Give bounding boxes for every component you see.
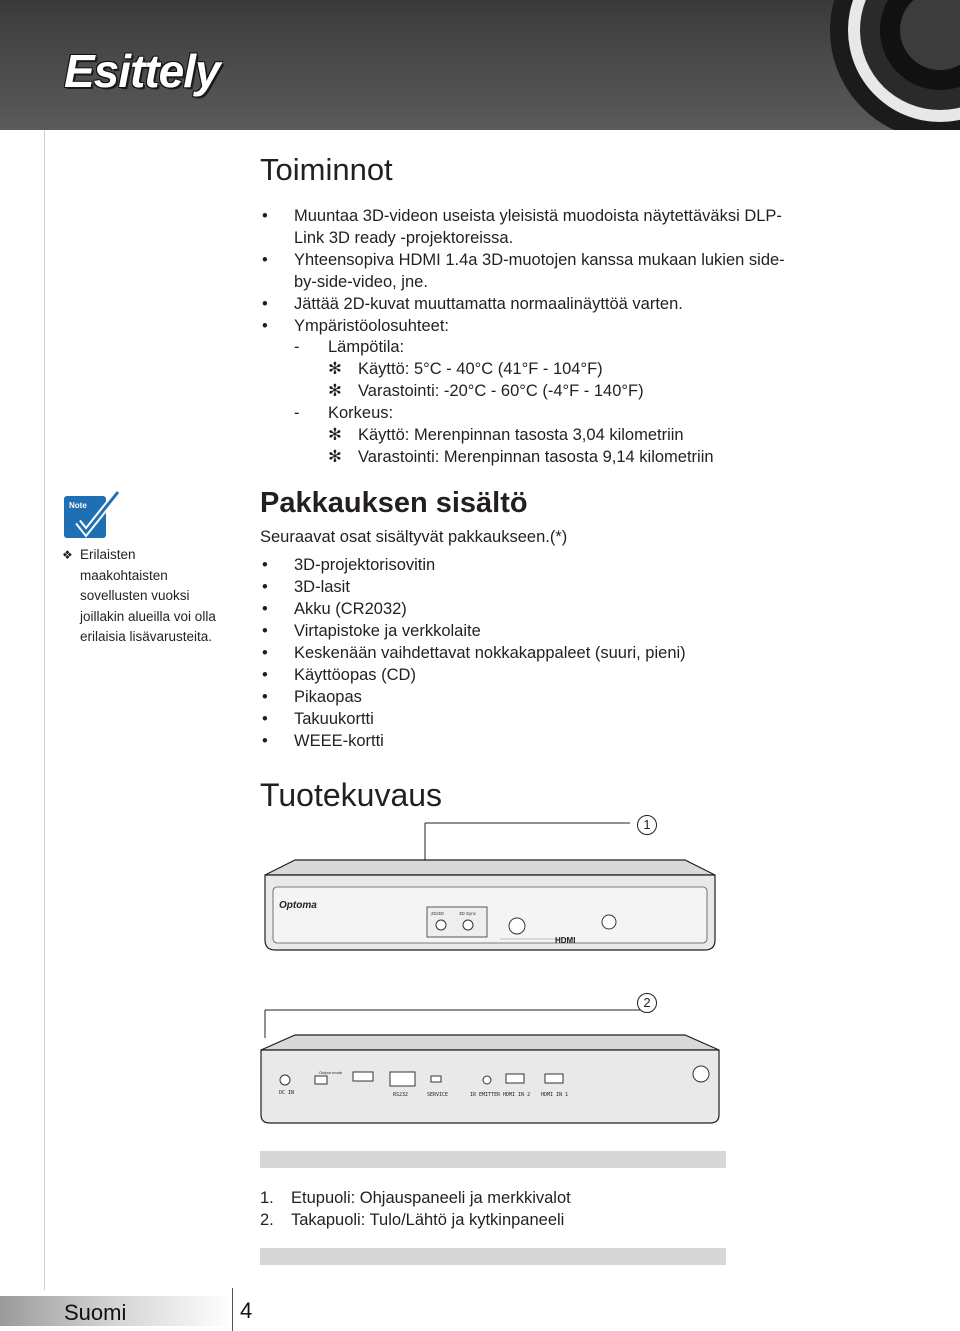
- note-line: Erilaisten: [80, 547, 136, 562]
- list-item: • Pikaopas: [260, 686, 686, 708]
- altitude-item: [294, 424, 714, 446]
- rear-label-hdmi2: HDMI IN 2: [503, 1092, 531, 1098]
- mode-button: [436, 920, 446, 930]
- package-intro: Seuraavat osat sisältyvät pakkaukseen.(*): [260, 528, 568, 546]
- product-title: Tuotekuvaus: [260, 777, 443, 813]
- caption-number: 2.: [260, 1211, 274, 1229]
- temp-row: - Lämpötila:: [294, 338, 405, 356]
- footer-language: Suomi: [64, 1300, 127, 1325]
- features-list: [260, 205, 785, 337]
- list-item: • Ympäristöolosuhteet:: [260, 315, 785, 337]
- callout-1: 1: [637, 815, 657, 835]
- rear-label-dc: DC IN: [279, 1090, 295, 1096]
- callout-2: 2: [637, 993, 657, 1013]
- temp-storage: Varastointi: -20°C - 60°C (-4°F - 140°F): [358, 382, 644, 400]
- list-item: • 3D-projektorisovitin: [260, 554, 686, 576]
- list-item: [260, 205, 785, 249]
- altitude-item: [294, 446, 714, 468]
- hdmi-in-1-port: [545, 1074, 563, 1083]
- note-badge: Note: [69, 501, 87, 510]
- package-list: [260, 554, 686, 752]
- caption-list: [260, 1187, 571, 1231]
- caption-text: Takapuoli: Tulo/Lähtö ja kytkinpaneeli: [291, 1211, 565, 1229]
- features-line-4: by-side-video, jne.: [294, 273, 428, 291]
- asterisk-icon: ✻: [328, 426, 342, 444]
- caption-divider-top: [260, 1151, 726, 1168]
- margin-rule: [44, 130, 45, 1290]
- temp-item: [294, 358, 714, 380]
- list-item: • Keskenään vaihdettavat nokkakappaleet (suuri, pieni): [260, 642, 686, 664]
- altitude-storage: Varastointi: Merenpinnan tasosta 9,14 kilometriin: [358, 448, 714, 466]
- device-rear-illustration: [255, 990, 725, 1130]
- note-line: joillakin alueilla voi olla: [80, 608, 216, 624]
- asterisk-icon: ✻: [328, 360, 342, 378]
- diamond-bullet-icon: ❖: [62, 548, 73, 562]
- ir-sensor: [509, 918, 525, 934]
- rear-label-ir: IR EMITTER: [470, 1092, 501, 1098]
- chapter-title: Esittely: [64, 45, 220, 97]
- dc-in-port: [280, 1075, 290, 1085]
- package-title: Pakkauksen sisältö: [260, 487, 528, 519]
- caption-number: 1.: [260, 1189, 274, 1207]
- footer-separator: [232, 1288, 233, 1331]
- altitude-label: Korkeus:: [328, 404, 394, 422]
- note-line: sovellusten vuoksi: [80, 588, 190, 603]
- list-item: • Akku (CR2032): [260, 598, 686, 620]
- altitude-operating: Käyttö: Merenpinnan tasosta 3,04 kilometriin: [358, 426, 684, 444]
- caption-divider-bottom: [260, 1248, 726, 1265]
- asterisk-icon: ✻: [328, 448, 342, 466]
- sync-button: [463, 920, 473, 930]
- projector-lens-icon: [820, 0, 960, 130]
- rear-label-rs232: RS232: [393, 1092, 409, 1098]
- asterisk-icon: ✻: [328, 382, 342, 400]
- hdmi-logo: HDMI: [555, 936, 576, 945]
- page-number: 4: [240, 1298, 253, 1323]
- front-label-2d3d: 2D/3D: [431, 911, 444, 916]
- list-item: • Jättää 2D-kuvat muuttamatta normaalinäyttöä varten.: [260, 293, 785, 315]
- temp-item: [294, 380, 714, 402]
- list-item: • Käyttöopas (CD): [260, 664, 686, 686]
- temp-label: Lämpötila:: [328, 338, 405, 356]
- rear-label-output: Output mode: [319, 1070, 343, 1075]
- environment-sublist: [294, 336, 714, 468]
- caption-item: [260, 1209, 571, 1231]
- features-title: Toiminnot: [260, 152, 393, 187]
- list-item: • Takuukortti: [260, 708, 686, 730]
- note-check-icon: [62, 490, 124, 542]
- rs232-port: [390, 1072, 415, 1086]
- features-line-2: Link 3D ready -projektoreissa.: [294, 229, 514, 247]
- list-item: [260, 249, 785, 293]
- device-front-illustration: [255, 815, 725, 960]
- rear-label-hdmi1: HDMI IN 1: [541, 1092, 569, 1098]
- features-line-3: Yhteensopiva HDMI 1.4a 3D-muotojen kanssa mukaan lukien side-: [294, 251, 785, 269]
- list-item: • 3D-lasit: [260, 576, 686, 598]
- caption-text: Etupuoli: Ohjauspaneeli ja merkkivalot: [291, 1189, 571, 1207]
- rear-label-service: SERVICE: [427, 1092, 449, 1098]
- features-line-1: Muuntaa 3D-videon useista yleisistä muodoista näytettäväksi DLP-: [294, 207, 782, 225]
- list-item: • WEEE-kortti: [260, 730, 686, 752]
- hdmi-in-2-port: [506, 1074, 524, 1083]
- note-text: [62, 545, 227, 648]
- note-line: erilaisia lisävarusteita.: [80, 629, 213, 644]
- temp-operating: Käyttö: 5°C - 40°C (41°F - 104°F): [358, 360, 603, 378]
- power-led: [602, 915, 616, 929]
- front-label-sync: 3D Sync: [459, 911, 477, 916]
- caption-item: [260, 1187, 571, 1209]
- header-band: [0, 0, 960, 130]
- note-line: maakohtaisten: [80, 567, 168, 583]
- list-item: • Virtapistoke ja verkkolaite: [260, 620, 686, 642]
- brand-logo: Optoma: [279, 900, 317, 911]
- altitude-row: - Korkeus:: [294, 404, 394, 422]
